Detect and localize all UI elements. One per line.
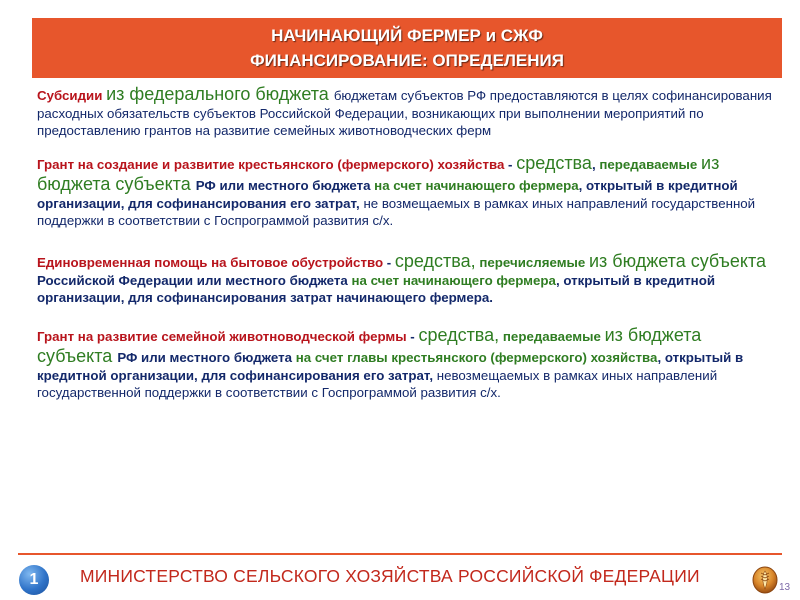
ministry-name: МИНИСТЕРСТВО СЕЛЬСКОГО ХОЗЯЙСТВА РОССИЙСКОЙ ФЕДЕРАЦИИ bbox=[80, 566, 700, 586]
page-number: 13 bbox=[779, 582, 791, 593]
highlight-text: передаваемые bbox=[599, 157, 702, 172]
slide-title-line-1: НАЧИНАЮЩИЙ ФЕРМЕР и СЖФ bbox=[271, 26, 543, 45]
highlight-text: на счет начинающего фермера bbox=[351, 273, 556, 288]
section-badge[interactable]: 1 bbox=[19, 565, 49, 595]
body-text-regular: бюджетам субъектов РФ предоставляются в целях софинансирования расходных обязательств субъектов Российской Федерации, возникающих при выполнении мероприятий по предоставлению грантов на развитие семейных животноводческих ферм bbox=[37, 88, 772, 138]
definition-subsidies bbox=[37, 84, 772, 139]
definitions-body bbox=[37, 84, 772, 401]
emphasis-text: из бюджета субъекта bbox=[37, 153, 720, 194]
emphasis-text: средства bbox=[516, 153, 592, 173]
emphasis-text: из бюджета субъекта bbox=[37, 325, 702, 366]
term-label: Единовременная помощь на бытовое обустройство bbox=[37, 255, 384, 270]
term-label: Грант на развитие семейной животноводческой фермы bbox=[37, 329, 407, 344]
emphasis-text: из федерального бюджета bbox=[106, 84, 334, 104]
body-text: Российской Федерации или местного бюджета bbox=[37, 273, 352, 288]
emphasis-text: средства, bbox=[394, 251, 476, 271]
highlight-text: перечисляемые bbox=[479, 255, 589, 270]
ministry-emblem-icon bbox=[752, 566, 778, 594]
highlight-text: передаваемые bbox=[502, 329, 605, 344]
body-text: - bbox=[406, 329, 419, 344]
highlight-text: на счет начинающего фермера bbox=[374, 178, 579, 193]
definition-grant-farm bbox=[37, 153, 772, 229]
emphasis-text: средства, bbox=[418, 325, 500, 345]
body-text-regular: невозмещаемых в рамках иных направлений государственной поддержки в соответствии с Госпрограммой развития с/х. bbox=[37, 368, 718, 400]
body-text-regular: не возмещаемых в рамках иных направлений государственной поддержки в соответствии с Госпрограммой развития с/х. bbox=[37, 196, 756, 228]
body-text: РФ или местного бюджета bbox=[117, 350, 296, 365]
definition-lump-sum bbox=[37, 251, 772, 306]
term-label: Субсидии bbox=[37, 88, 107, 103]
emphasis-text: из бюджета субъекта bbox=[588, 251, 767, 271]
highlight-text: на счет главы крестьянского (фермерского) хозяйства bbox=[295, 350, 658, 365]
body-text: , открытый в кредитной организации, для софинансирования его затрат, bbox=[37, 178, 738, 211]
body-text: РФ или местного бюджета bbox=[195, 178, 375, 193]
footer-divider bbox=[18, 553, 782, 555]
slide-title-line-2: ФИНАНСИРОВАНИЕ: ОПРЕДЕЛЕНИЯ bbox=[250, 51, 564, 70]
body-text: , открытый в кредитной организации, для софинансирования затрат начинающего фермера. bbox=[37, 273, 715, 305]
body-text: , открытый в кредитной организации, для софинансирования его затрат, bbox=[37, 350, 744, 383]
body-text: , bbox=[591, 157, 600, 172]
term-label: Грант на создание и развитие крестьянского (фермерского) хозяйства bbox=[37, 157, 505, 172]
body-text: - bbox=[383, 255, 395, 270]
definition-grant-livestock bbox=[37, 325, 772, 401]
slide-header bbox=[32, 18, 782, 78]
body-text: - bbox=[504, 157, 517, 172]
